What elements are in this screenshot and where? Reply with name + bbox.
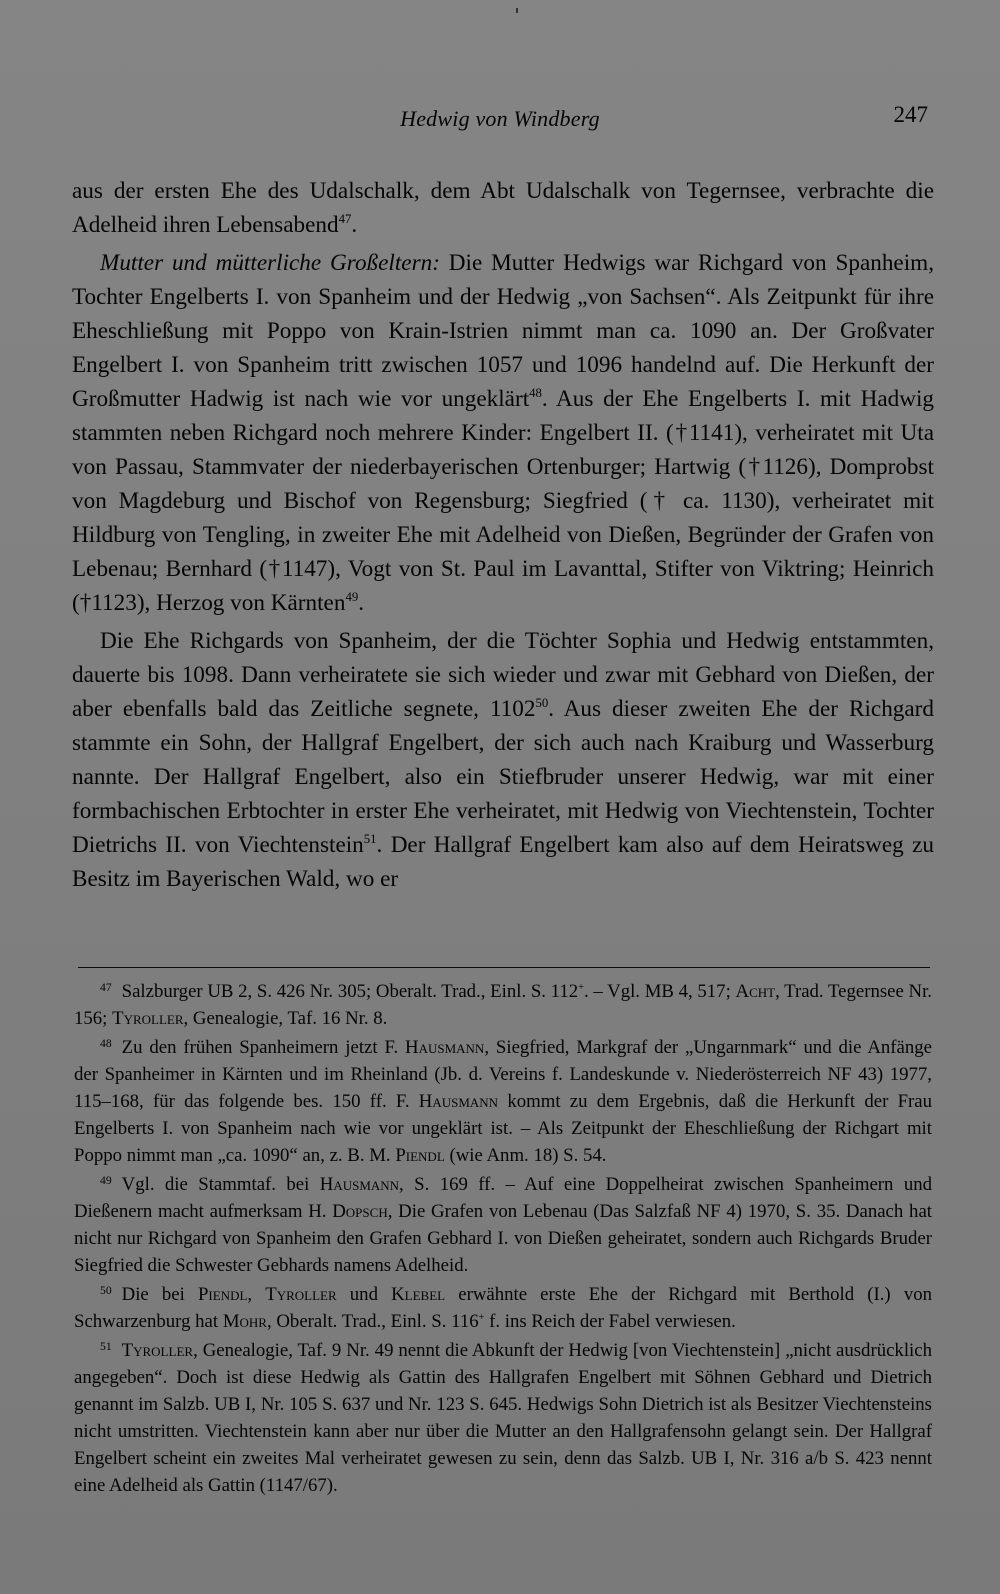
footnote-47: $^{47}$ Salzburger UB 2, S. 426 Nr. 305; Oberalt. Trad., Einl. S. 112+. – Vgl. MB 4, 517; Acht, Trad. Tegernsee Nr. 156; Tyroller, Genealogie, Taf. 16 Nr. 8. — [74, 981, 933, 1029]
running-title: Hedwig von Windberg — [400, 106, 600, 131]
footnote-ref-51[interactable]: 51 — [363, 832, 377, 847]
footnote-51: $^{51}$ Tyroller, Genealogie, Taf. 9 Nr. 49 nennt die Abkunft der Hedwig [von Viechtenstein] „nicht ausdrücklich angegeben“. Doch ist diese Hedwig als Gattin des Hallgrafen Engelbert mit Söhnen Gebhard und Dietrich genannt im Salzb. UB I, Nr. 105 S. 637 und Nr. 123 S. 645. Hedwigs Sohn Dietrich ist als Besitzer Viechtensteins nicht umstritten. Viechtenstein kann aber nur über die Mutter an den Hallgrafensohn gelangt sein. Der Hallgraf Engelbert scheint ein zweites Mal verheiratet gewesen zu sein, denn das Salzb. UB I, Nr. 316 a/b S. 423 nennt eine Adelheid als Gattin (1147/67). — [74, 1340, 932, 1496]
footnote-ref-49[interactable]: 49 — [345, 590, 359, 605]
author-name: Dopsch — [332, 1201, 388, 1222]
footnote-separator — [78, 967, 930, 968]
body-text — [72, 174, 934, 900]
author-name: Hausmann — [418, 1091, 499, 1112]
footnote-ref-48[interactable]: 48 — [529, 386, 542, 401]
author-name: Piendl — [395, 1145, 445, 1166]
running-head — [70, 100, 930, 136]
author-name: Tyroller — [121, 1340, 194, 1361]
author-name: Mohr — [222, 1311, 267, 1332]
footnote-ref-47[interactable]: 47 — [338, 212, 352, 227]
author-name: Hausmann — [405, 1037, 485, 1058]
author-name: Tyroller — [112, 1008, 184, 1029]
footnote-number: 50 — [100, 1284, 112, 1298]
footnote-48: $^{48}$ Zu den frühen Spanheimern jetzt F. Hausmann, Siegfried, Markgraf der „Ungarnmark“ und die Anfänge der Spanheimer in Kärnten und im Rheinland (Jb. d. Vereins f. Landeskunde v. Niederösterreich NF 43) 1977, 115–168, für das folgende bes. 150 ff. F. Hausmann kommt zu dem Ergebnis, daß die Herkunft der Frau Engelberts I. von Spanheim nach wie vor ungeklärt ist. – Als Zeitpunkt der Eheschließung der Richgart mit Poppo nimmt man „ca. 1090“ an, z. B. M. Piendl (wie Anm. 18) S. 54. — [74, 1037, 933, 1166]
footnote-ref-50[interactable]: 50 — [535, 696, 549, 711]
footnote-number: 47 — [100, 981, 112, 995]
paragraph-2: Mutter und mütterliche Großeltern: Die Mutter Hedwigs war Richgard von Spanheim, Tochter Engelberts I. von Spanheim und der Hedwig „von Sachsen“. Als Zeitpunkt für ihre Eheschließung mit Poppo von Krain-Istrien nimmt man ca. 1090 an. Der Großvater Engelbert I. von Spanheim tritt zwischen 1057 und 1096 handelnd auf. Die Herkunft der Großmutter Hadwig ist nach wie vor ungeklärt$^{48}$. Aus der Ehe Engelberts I. mit Hadwig stammten neben Richgard noch mehrere Kinder: Engelbert II. (†1141), verheiratet mit Uta von Passau, Stammvater der niederbayerischen Ortenburger; Hartwig (†1126), Domprobst von Magdeburg und Bischof von Regensburg; Siegfried († ca. 1130), verheiratet mit Hildburg von Tengling, in zweiter Ehe mit Adelheid von Dießen, Begründer der Grafen von Lebenau; Bernhard (†1147), Vogt von St. Paul im Lavanttal, Stifter von Viktring; Heinrich (†1123), Herzog von Kärnten$^{49}$. — [72, 250, 934, 616]
author-name: Hausmann — [319, 1174, 400, 1195]
page-number: 247 — [893, 102, 928, 127]
scan-speck — [516, 8, 518, 13]
author-name: Tyroller — [265, 1284, 337, 1305]
author-name: Piendl — [197, 1284, 248, 1305]
footnote-49: $^{49}$ Vgl. die Stammtaf. bei Hausmann, S. 169 ff. – Auf eine Doppelheirat zwischen Spanheimern und Dießenern macht aufmerksam H. Dopsch, Die Grafen von Lebenau (Das Salzfaß NF 4) 1970, S. 35. Danach hat nicht nur Richgard von Spanheim den Grafen Gebhard I. von Dießen geheiratet, sondern auch Richgards Bruder Siegfried die Schwester Gebhards namens Adelheid. — [74, 1174, 933, 1276]
footnote-50: $^{50}$ Die bei Piendl, Tyroller und Klebel erwähnte erste Ehe der Richgard mit Berthold (I.) von Schwarzenburg hat Mohr, Oberalt. Trad., Einl. S. 116+ f. ins Reich der Fabel verwiesen. — [74, 1284, 932, 1332]
footnote-number: 49 — [100, 1174, 112, 1188]
author-name: Klebel — [391, 1284, 446, 1305]
footnote-number: 48 — [100, 1037, 112, 1051]
footnotes — [74, 978, 932, 1501]
paragraph-lead: Mutter und mütterliche Großeltern: — [100, 250, 440, 276]
author-name: Acht — [735, 981, 776, 1002]
paragraph-3: Die Ehe Richgards von Spanheim, der die Töchter Sophia und Hedwig entstammten, dauerte bis 1098. Dann verheiratete sie sich wieder und zwar mit Gebhard von Dießen, der aber ebenfalls bald das Zeitliche segnete, 1102$^{50}$. Aus dieser zweiten Ehe der Richgard stammte ein Sohn, der Hallgraf Engelbert, der sich auch nach Kraiburg und Wasserburg nannte. Der Hallgraf Engelbert, also ein Stiefbruder unserer Hedwig, war mit einer formbachischen Erbtochter in erster Ehe verheiratet, mit Hedwig von Viechtenstein, Tochter Dietrichs II. von Viechtenstein$^{51}$. Der Hallgraf Engelbert kam also auf dem Heiratsweg zu Besitz im Bayerischen Wald, wo er — [72, 628, 934, 892]
paragraph-1: aus der ersten Ehe des Udalschalk, dem Abt Udalschalk von Tegernsee, verbrachte die Adelheid ihren Lebensabend$^{47}$. — [72, 178, 934, 238]
footnote-number: 51 — [100, 1340, 112, 1354]
